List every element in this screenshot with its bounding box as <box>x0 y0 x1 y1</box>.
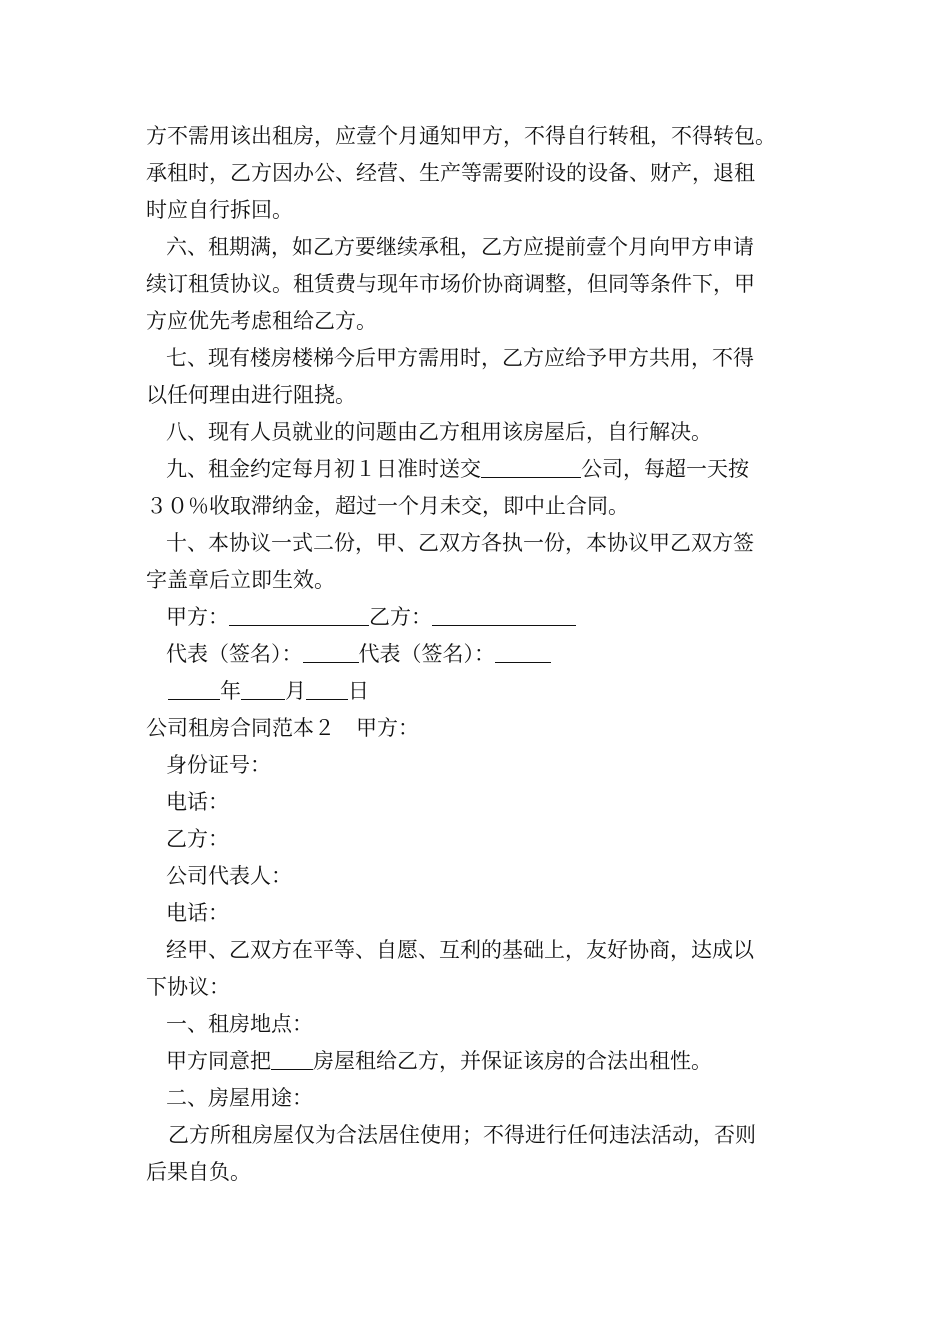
rep-b-blank <box>495 638 551 663</box>
party-b-blank <box>432 601 576 626</box>
clause-7: 七、现有楼房楼梯今后甲方需用时，乙方应给予甲方共用，不得 <box>166 346 754 370</box>
clause-6: 六、租期满，如乙方要继续承租，乙方应提前壹个月向甲方申请 <box>166 235 754 259</box>
company-blank <box>481 453 581 478</box>
text-line: ３０％收取滞纳金，超过一个月未交，即中止合同。 <box>146 494 629 518</box>
representative-signature-line: 代表（签名）： 代表（签名）： <box>146 636 816 673</box>
text-line: 方不需用该出租房，应壹个月通知甲方，不得自行转租，不得转包。 <box>146 124 776 148</box>
text-line: 时应自行拆回。 <box>146 198 293 222</box>
party-a-blank <box>229 601 369 626</box>
section-title: 公司租房合同范本２ 甲方： <box>146 716 419 740</box>
property-blank <box>271 1045 313 1070</box>
phone-field: 电话： <box>166 901 229 925</box>
text-line: 方应优先考虑租给乙方。 <box>146 309 377 333</box>
clause-8: 八、现有人员就业的问题由乙方租用该房屋后，自行解决。 <box>166 420 712 444</box>
phone-field: 电话： <box>166 790 229 814</box>
day-blank <box>306 675 348 700</box>
text-line: 下协议： <box>146 975 230 999</box>
month-blank <box>241 675 285 700</box>
text-line: 后果自负。 <box>146 1160 251 1184</box>
id-number-field: 身份证号： <box>166 753 271 777</box>
document-page <box>146 118 816 1191</box>
clause-text: 甲方同意把 房屋租给乙方，并保证该房的合法出租性。 <box>146 1043 816 1080</box>
clause-text: 乙方所租房屋仅为合法居住使用；不得进行任何违法活动，否则 <box>168 1123 756 1147</box>
party-b-field: 乙方： <box>166 827 229 851</box>
text-line: 续订租赁协议。租赁费与现年市场价协商调整，但同等条件下，甲 <box>146 272 755 296</box>
clause-heading: 一、租房地点： <box>166 1012 313 1036</box>
clause-9: 九、租金约定每月初１日准时送交 公司，每超一天按 <box>146 451 816 488</box>
agreement-intro: 经甲、乙双方在平等、自愿、互利的基础上，友好协商，达成以 <box>166 938 754 962</box>
clause-10: 十、本协议一式二份，甲、乙双方各执一份，本协议甲乙双方签 <box>166 531 754 555</box>
year-blank <box>168 675 220 700</box>
text-line: 承租时，乙方因办公、经营、生产等需要附设的设备、财产，退租 <box>146 161 755 185</box>
rep-a-blank <box>303 638 359 663</box>
party-signature-line: 甲方： 乙方： <box>146 599 816 636</box>
text-line: 以任何理由进行阻挠。 <box>146 383 356 407</box>
company-representative-field: 公司代表人： <box>166 864 292 888</box>
clause-heading: 二、房屋用途： <box>166 1086 313 1110</box>
text-line: 字盖章后立即生效。 <box>146 568 335 592</box>
date-line: 年 月 日 <box>146 673 816 710</box>
